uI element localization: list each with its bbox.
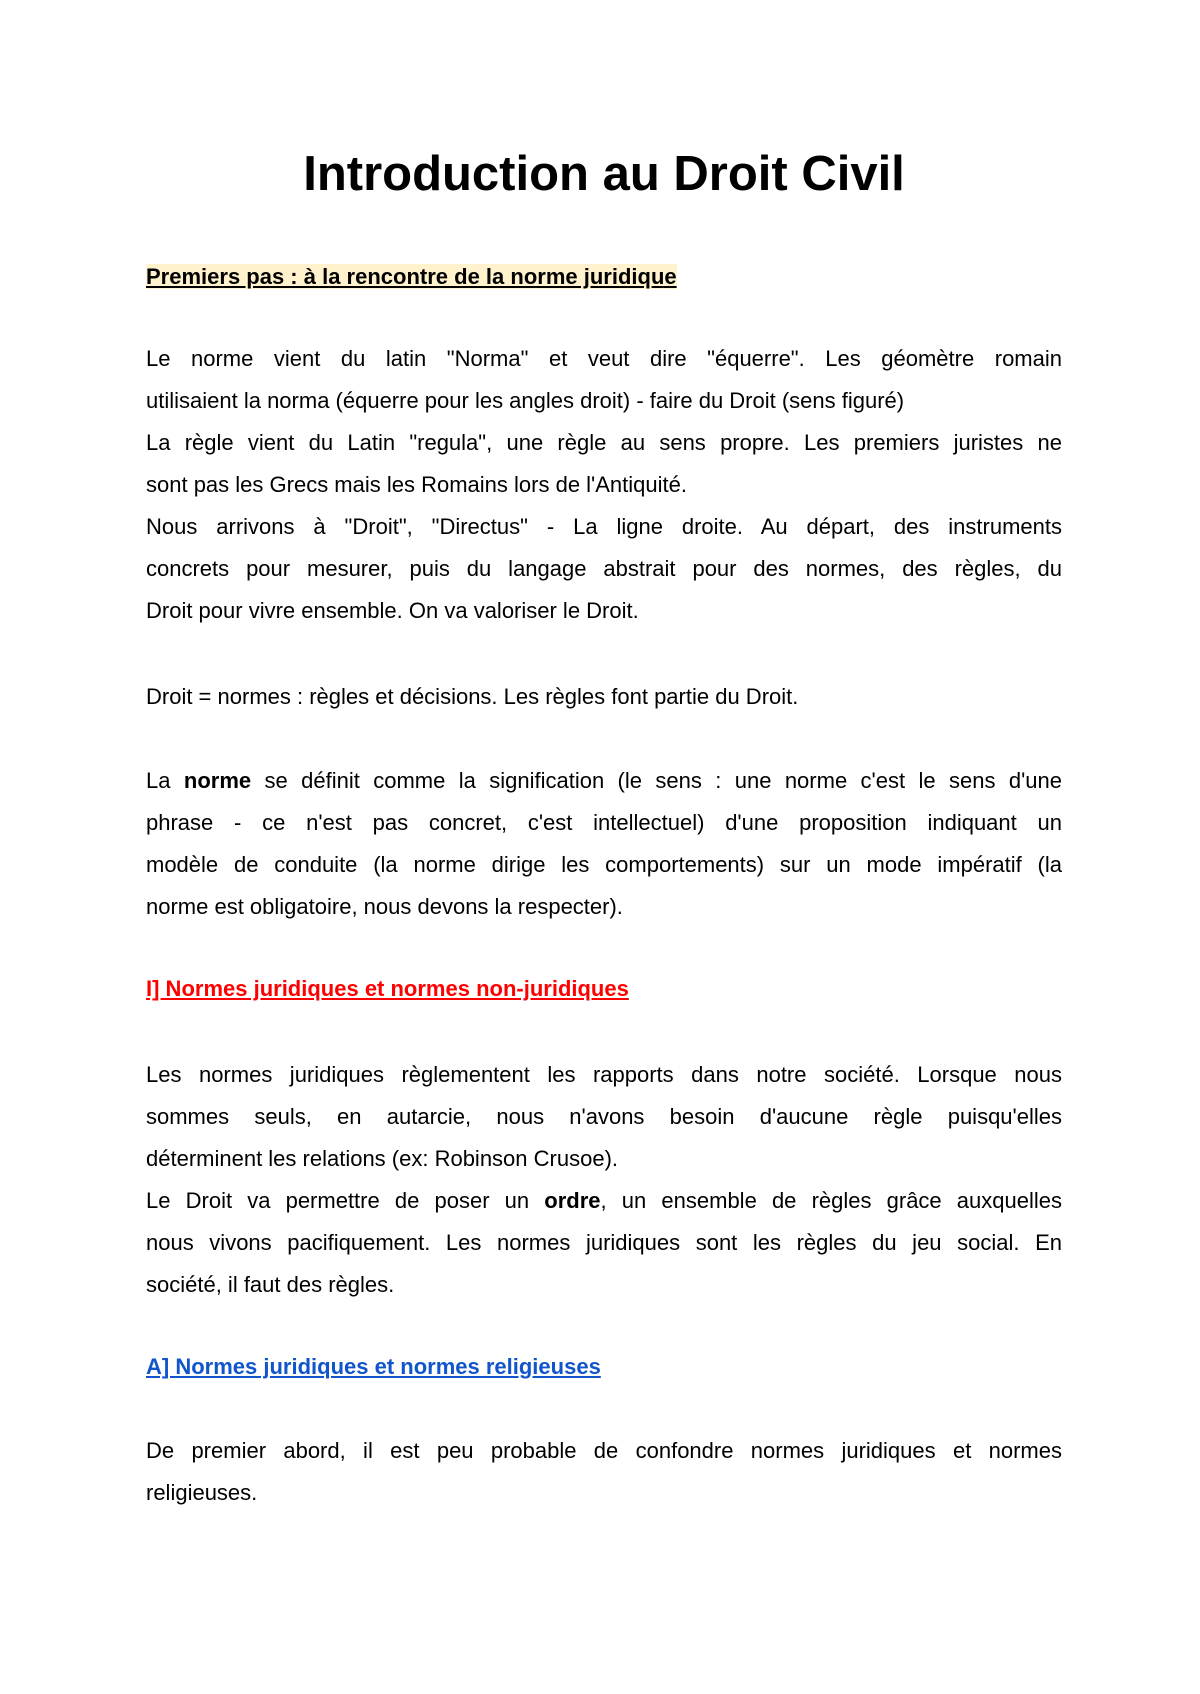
text-run: se définit comme la signification (le sens : une norme c'est le sens d'une <box>264 768 1062 793</box>
text-line: Droit pour vivre ensemble. On va valoriser le Droit. <box>146 598 639 623</box>
text-line: phrase - ce n'est pas concret, c'est intellectuel) d'une proposition indiquant un <box>146 810 1062 835</box>
paragraph-droit-definition <box>146 676 1062 718</box>
text-line: concrets pour mesurer, puis du langage abstrait pour des normes, des règles, du <box>146 556 1062 581</box>
paragraph-juridical-norms <box>146 1054 1062 1306</box>
text-run: La <box>146 768 171 793</box>
text-run: , un ensemble de règles grâce auxquelles <box>600 1188 1062 1213</box>
text-line <box>146 760 1062 802</box>
text-line: sont pas les Grecs mais les Romains lors de l'Antiquité. <box>146 472 687 497</box>
text-line: Le norme vient du latin "Norma" et veut dire "équerre". Les géomètre romain <box>146 346 1062 371</box>
intro-heading <box>146 262 677 292</box>
text-line: norme est obligatoire, nous devons la respecter). <box>146 894 623 919</box>
bold-term-norme: norme <box>183 768 252 793</box>
text-line: De premier abord, il est peu probable de confondre normes juridiques et normes <box>146 1438 1062 1463</box>
text-line: nous vivons pacifiquement. Les normes juridiques sont les règles du jeu social. En <box>146 1230 1062 1255</box>
text-line: Les normes juridiques règlementent les rapports dans notre société. Lorsque nous <box>146 1062 1062 1087</box>
text-line: déterminent les relations (ex: Robinson Crusoe). <box>146 1146 619 1171</box>
paragraph-norme-definition <box>146 760 1062 928</box>
text-line <box>146 1180 1062 1222</box>
text-line: sommes seuls, en autarcie, nous n'avons besoin d'aucune règle puisqu'elles <box>146 1104 1062 1129</box>
text-line: Droit = normes : règles et décisions. Les règles font partie du Droit. <box>146 684 799 709</box>
paragraph-religious-norms <box>146 1430 1062 1514</box>
section-1-heading: I] Normes juridiques et normes non-juridiques <box>146 976 629 1001</box>
text-line: religieuses. <box>146 1480 258 1505</box>
text-run: Le Droit va permettre de poser un <box>146 1188 530 1213</box>
bold-term-ordre: ordre <box>544 1188 601 1213</box>
paragraph-origin-of-norme <box>146 338 1062 632</box>
intro-heading-text: Premiers pas : à la rencontre de la norme juridique <box>146 264 677 289</box>
text-line: société, il faut des règles. <box>146 1272 395 1297</box>
text-line: modèle de conduite (la norme dirige les comportements) sur un mode impératif (la <box>146 852 1062 877</box>
section-a-heading: A] Normes juridiques et normes religieuses <box>146 1354 601 1379</box>
document-title: Introduction au Droit Civil <box>303 147 905 201</box>
text-line: La règle vient du Latin "regula", une règle au sens propre. Les premiers juristes ne <box>146 430 1062 455</box>
text-line: utilisaient la norma (équerre pour les angles droit) - faire du Droit (sens figuré) <box>146 388 905 413</box>
text-line: Nous arrivons à "Droit", "Directus" - La ligne droite. Au départ, des instruments <box>146 514 1062 539</box>
